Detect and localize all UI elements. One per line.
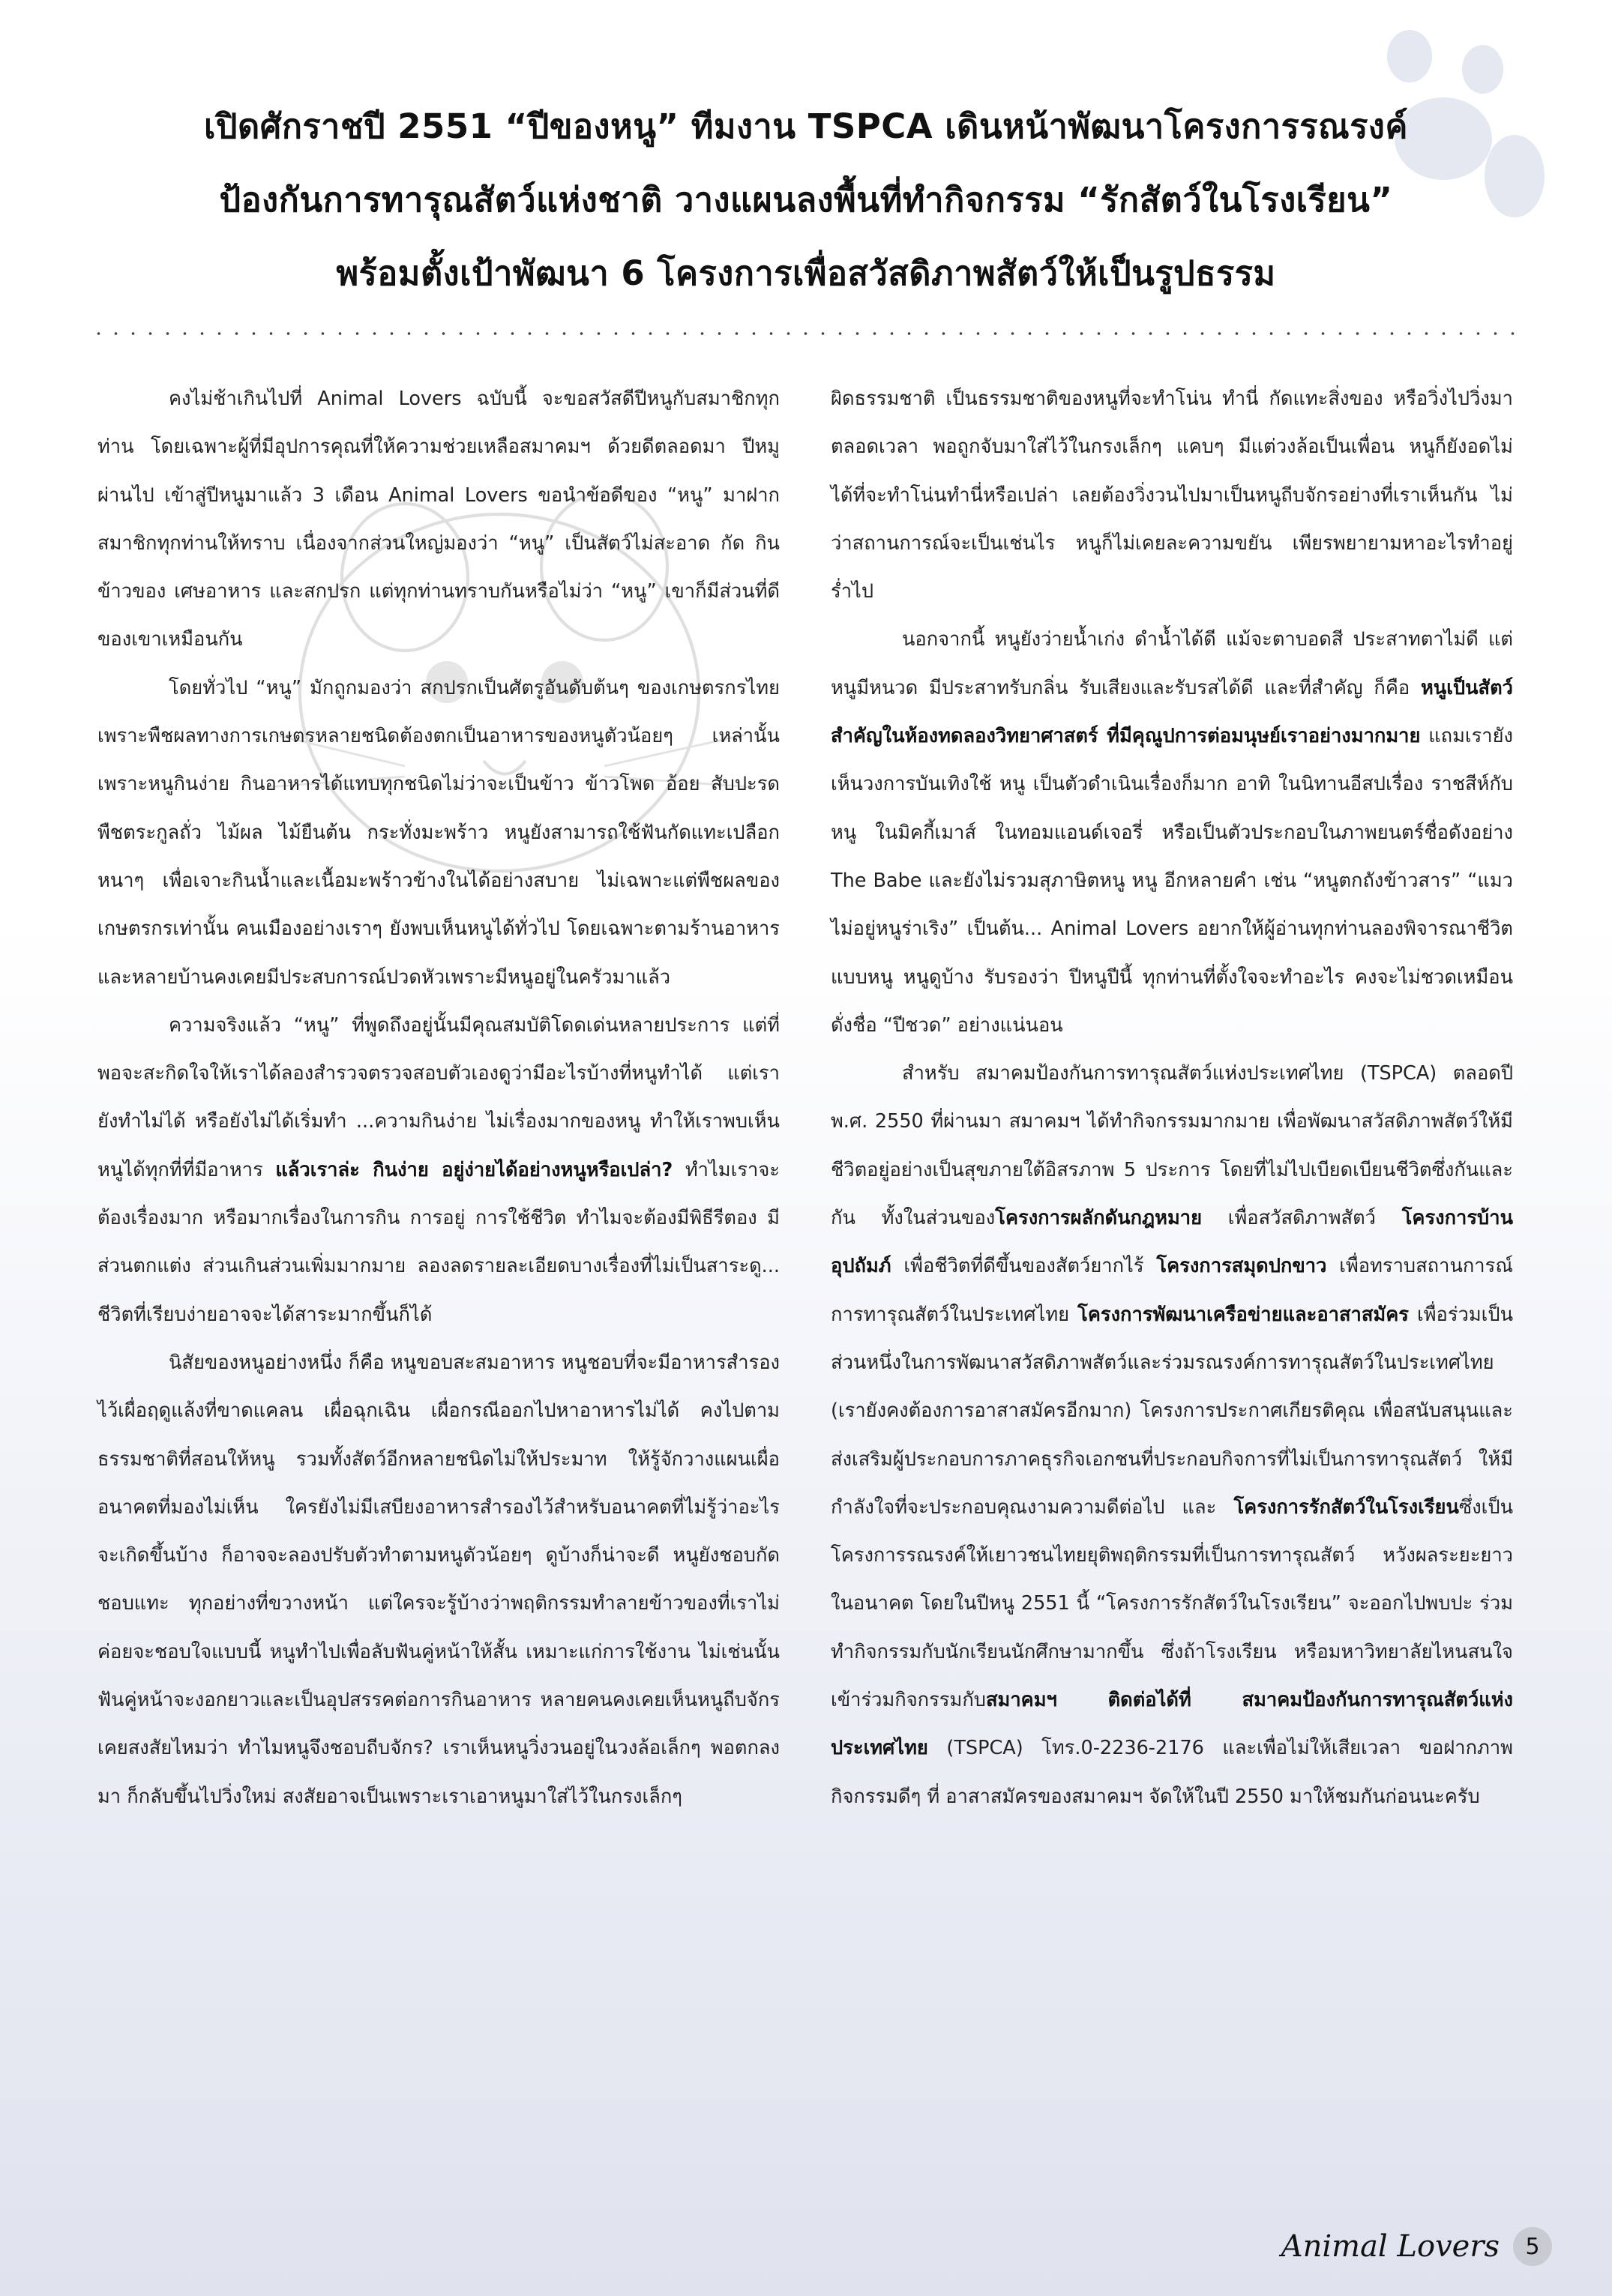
text-span: สำหรับ สมาคมป้องกันการทารุณสัตว์แห่งประเทศไทย (TSPCA) ตลอดปี พ.ศ. 2550 ที่ผ่านมา สมาคมฯ ได้ทำกิจกรรมมากมาย เพื่อพัฒนาสวัสดิภาพสัตว์ให้มีชีวิตอยู่อย่างเป็นสุขภายใต้อิสรภาพ 5 ประการ โดยที่ไม่ไปเบียดเบียนชีวิตซึ่งกันและกัน ทั้งในส่วนของ (831, 1062, 1513, 1230)
right-text-column (831, 375, 1513, 1821)
paragraph (831, 1049, 1513, 1821)
bold-text: หนูเป็นสัตว์สำคัญในห้องทดลองวิทยาศาสตร์ ที่มีคุณูปการต่อมนุษย์เราอย่างมากมาย (831, 676, 1513, 748)
paragraph (97, 1001, 780, 1339)
paragraph: ผิดธรรมชาติ เป็นธรรมชาติของหนูที่จะทำโน่น ทำนี่ กัดแทะสิ่งของ หรือวิ่งไปวิ่งมาตลอดเวลา พอถูกจับมาใส่ไว้ในกรงเล็กๆ แคบๆ มีแต่วงล้อเป็นเพื่อน หนูก็ยังอดไม่ได้ที่จะทำโน่นทำนี่หรือเปล่า เลยต้องวิ่งวนไปมาเป็นหนูถีบจักรอย่างที่เราเห็นกัน ไม่ว่าสถานการณ์จะเป็นเช่นไร หนูก็ไม่เคยละความขยัน เพียรพยายามหาอะไรทำอยู่ร่ำไป (831, 388, 1513, 603)
headline-line-3: พร้อมตั้งเป้าพัฒนา 6 โครงการเพื่อสวัสดิภาพสัตว์ให้เป็นรูปธรรม (336, 253, 1276, 293)
text-span: ซึ่งเป็นโครงการรณรงค์ให้เยาวชนไทยยุติพฤติกรรมที่เป็นการทารุณสัตว์ หวังผลระยะยาวในอนาคต โดยในปีหนู 2551 นี้ “โครงการรักสัตว์ในโรงเรียน” จะออกไปพบปะ ร่วมทำกิจกรรมกับนักเรียนนักศึกษามากขึ้น ซึ่งถ้าโรงเรียน หรือมหาวิทยาลัยไหนสนใจเข้าร่วมกิจกรรมกับ (831, 1495, 1513, 1712)
paragraph: นิสัยของหนูอย่างหนึ่ง ก็คือ หนูขอบสะสมอาหาร หนูชอบที่จะมีอาหารสำรองไว้เผื่อฤดูแล้งที่ขาดแคลน เผื่อฉุกเฉิน เผื่อกรณีออกไปหาอาหารไม่ได้ คงไปตามธรรมชาติที่สอนให้หนู รวมทั้งสัตว์อีกหลายชนิดไม่ให้ประมาท ให้รู้จักวางแผนเผื่ออนาคตที่มองไม่เห็น ใครยังไม่มีเสบียงอาหารสำรองไว้สำหรับอนาคตที่ไม่รู้ว่าอะไรจะเกิดขึ้นบ้าง ก็อาจจะลองปรับตัวทำตามหนูตัวน้อยๆ ดูบ้างก็น่าจะดี หนูยังชอบกัด ชอบแทะ ทุกอย่างที่ขวางหน้า แต่ใครจะรู้บ้างว่าพฤติกรรมทำลายข้าวของที่เราไม่ค่อยจะชอบใจแบบนี้ หนูทำไปเพื่อลับฟันคู่หน้าให้สั้น เหมาะแก่การใช้งาน ไม่เช่นนั้นฟันคู่หน้าจะงอกยาวและเป็นอุปสรรคต่อการกินอาหาร หลายคนคงเคยเห็นหนูถีบจักร เคยสงสัยไหมว่า ทำไมหนูจึงชอบถีบจักร? เราเห็นหนูวิ่งวนอยู่ในวงล้อเล็กๆ พอตกลงมา ก็กลับขึ้นไปวิ่งใหม่ สงสัยอาจเป็นเพราะเราเอาหนูมาใส่ไว้ในกรงเล็กๆ (97, 1351, 780, 1808)
page-number: 5 (1513, 2227, 1552, 2266)
text-span: เพื่อร่วมเป็นส่วนหนึ่งในการพัฒนาสวัสดิภาพสัตว์และร่วมรณรงค์การทารุณสัตว์ในประเทศไทย (เรายังคงต้องการอาสาสมัครอีกมาก) โครงการประกาศเกียรติคุณ เพื่อสนับสนุนและส่งเสริมผู้ประกอบการภาคธุรกิจเอกชนที่ประกอบกิจการที่ไม่เป็นการทารุณสัตว์ ให้มีกำลังใจที่จะประกอบคุณงามความดีต่อไป และ (831, 1303, 1513, 1519)
headline-line-2: ป้องกันการทารุณสัตว์แห่งชาติ วางแผนลงพื้นที่ทำกิจกรรม “รักสัตว์ในโรงเรียน” (219, 180, 1393, 220)
text-span: เพื่อชีวิตที่ดีขึ้นของสัตว์ยากไร้ (891, 1255, 1157, 1278)
paw-print-decoration (1387, 30, 1432, 82)
dotted-divider (90, 331, 1522, 336)
page-footer (1281, 2227, 1552, 2266)
bold-text: โครงการบ้านอุปถัมภ์ (831, 1207, 1513, 1278)
text-span: เพื่อทราบสถานการณ์การทารุณสัตว์ในประเทศไทย (831, 1255, 1513, 1326)
bold-text: โครงการผลักดันกฎหมาย (995, 1207, 1203, 1230)
paragraph (831, 615, 1513, 1049)
text-span: เพื่อสวัสดิภาพสัตว์ (1202, 1207, 1402, 1230)
text-span: ความจริงแล้ว “หนู” ที่พูดถึงอยู่นั้นมีคุณสมบัติโดดเด่นหลายประการ แต่ที่พอจะสะกิดใจให้เราได้ลองสำรวจตรวจสอบตัวเองดูว่ามีอะไรบ้างที่หนูทำได้ แต่เรายังทำไม่ได้ หรือยังไม่ได้เริ่มทำ ...ความกินง่าย ไม่เรื่องมากของหนู ทำให้เราพบเห็นหนูได้ทุกที่ที่มีอาหาร (97, 1013, 780, 1181)
bold-text: โครงการพัฒนาเครือข่ายและอาสาสมัคร (1077, 1303, 1409, 1326)
bold-text: สมาคมฯ ติดต่อได้ที่ สมาคมป้องกันการทารุณสัตว์แห่งประเทศไทย (831, 1689, 1513, 1760)
headline-line-1: เปิดศักราชปี 2551 “ปีของหนู” ทีมงาน TSPCA เดินหน้าพัฒนาโครงการรณรงค์ (204, 106, 1408, 146)
bold-text: โครงการรักสัตว์ในโรงเรียน (1233, 1495, 1459, 1519)
magazine-brand: Animal Lovers (1281, 2229, 1500, 2264)
text-span: แถมเรายังเห็นวงการบันเทิงใช้ หนู เป็นตัวดำเนินเรื่องก็มาก อาทิ ในนิทานอีสปเรื่อง ราชสีห์กับหนู ในมิคกี้เมาส์ ในทอมแอนด์เจอรี่ หรือเป็นตัวประกอบในภาพยนตร์ชื่อดังอย่าง The Babe และยังไม่รวมสุภาษิตหนู หนู อีกหลายคำ เช่น “หนูตกถังข้าวสาร” “แมวไม่อยู่หนูร่าเริง” เป็นต้น... Animal Lovers อยากให้ผู้อ่านทุกท่านลองพิจารณาชีวิตแบบหนู หนูดูบ้าง รับรองว่า ปีหนูปีนี้ ทุกท่านที่ตั้งใจจะทำอะไร คงจะไม่ชวดเหมือนดั่งชื่อ “ปีชวด” อย่างแน่นอน (831, 725, 1513, 1037)
paragraph: คงไม่ช้าเกินไปที่ Animal Lovers ฉบับนี้ จะขอสวัสดีปีหนูกับสมาชิกทุกท่าน โดยเฉพาะผู้ที่มีอุปการคุณที่ให้ความช่วยเหลือสมาคมฯ ด้วยดีตลอดมา ปีหมูผ่านไป เข้าสู่ปีหนูมาแล้ว 3 เดือน Animal Lovers ขอนำข้อดีของ “หนู” มาฝากสมาชิกทุกท่านให้ทราบ เนื่องจากส่วนใหญ่มองว่า “หนู” เป็นสัตว์ไม่สะอาด กัด กินข้าวของ เศษอาหาร และสกปรก แต่ทุกท่านทราบกันหรือไม่ว่า “หนู” เขาก็มีส่วนที่ดีของเขาเหมือนกัน (97, 388, 780, 651)
text-span: ทำไมเราจะต้องเรื่องมาก หรือมากเรื่องในการกิน การอยู่ การใช้ชีวิต ทำไมจะต้องมีพิธีรีตอง มีส่วนตกแต่ง ส่วนเกินส่วนเพิ่มมากมาย ลองลดรายละเอียดบางเรื่องที่ไม่เป็นสาระดู... ชีวิตที่เรียบง่ายอาจจะได้สาระมากขึ้นก็ได้ (97, 1158, 780, 1326)
bold-text: แล้วเราล่ะ กินง่าย อยู่ง่ายได้อย่างหนูหรือเปล่า? (275, 1158, 673, 1181)
article-headline (90, 90, 1522, 310)
left-text-column (97, 375, 780, 1821)
paragraph: โดยทั่วไป “หนู” มักถูกมองว่า สกปรกเป็นศัตรูอันดับต้นๆ ของเกษตรกรไทย เพราะพืชผลทางการเกษตรหลายชนิดต้องตกเป็นอาหารของหนูตัวน้อยๆ เหล่านั้น เพราะหนูกินง่าย กินอาหารได้แทบทุกชนิดไม่ว่าจะเป็นข้าว ข้าวโพด อ้อย สับปะรด พืชตระกูลถั่ว ไม้ผล ไม้ยืนต้น กระทั่งมะพร้าว หนูยังสามารถใช้ฟันกัดแทะเปลือกหนาๆ เพื่อเจาะกินน้ำและเนื้อมะพร้าวข้างในได้อย่างสบาย ไม่เฉพาะแต่พืชผลของเกษตรกรเท่านั้น คนเมืองอย่างเราๆ ยังพบเห็นหนูได้ทั่วไป โดยเฉพาะตามร้านอาหาร และหลายบ้านคงเคยมีประสบการณ์ปวดหัวเพราะมีหนูอยู่ในครัวมาแล้ว (97, 676, 780, 989)
text-span: (TSPCA) โทร.0-2236-2176 และเพื่อไม่ให้เสียเวลา ขอฝากภาพกิจกรรมดีๆ ที่ อาสาสมัครของสมาคมฯ จัดให้ในปี 2550 มาให้ชมกันก่อนนะครับ (831, 1737, 1513, 1808)
bold-text: โครงการสมุดปกขาว (1156, 1255, 1327, 1278)
text-span: นอกจากนี้ หนูยังว่ายน้ำเก่ง ดำน้ำได้ดี แม้จะตาบอดสี ประสาทตาไม่ดี แต่หนูมีหนวด มีประสาทรับกลิ่น รับเสียงและรับรสได้ดี และที่สำคัญ ก็คือ (831, 628, 1513, 699)
paw-print-decoration (1462, 45, 1503, 94)
